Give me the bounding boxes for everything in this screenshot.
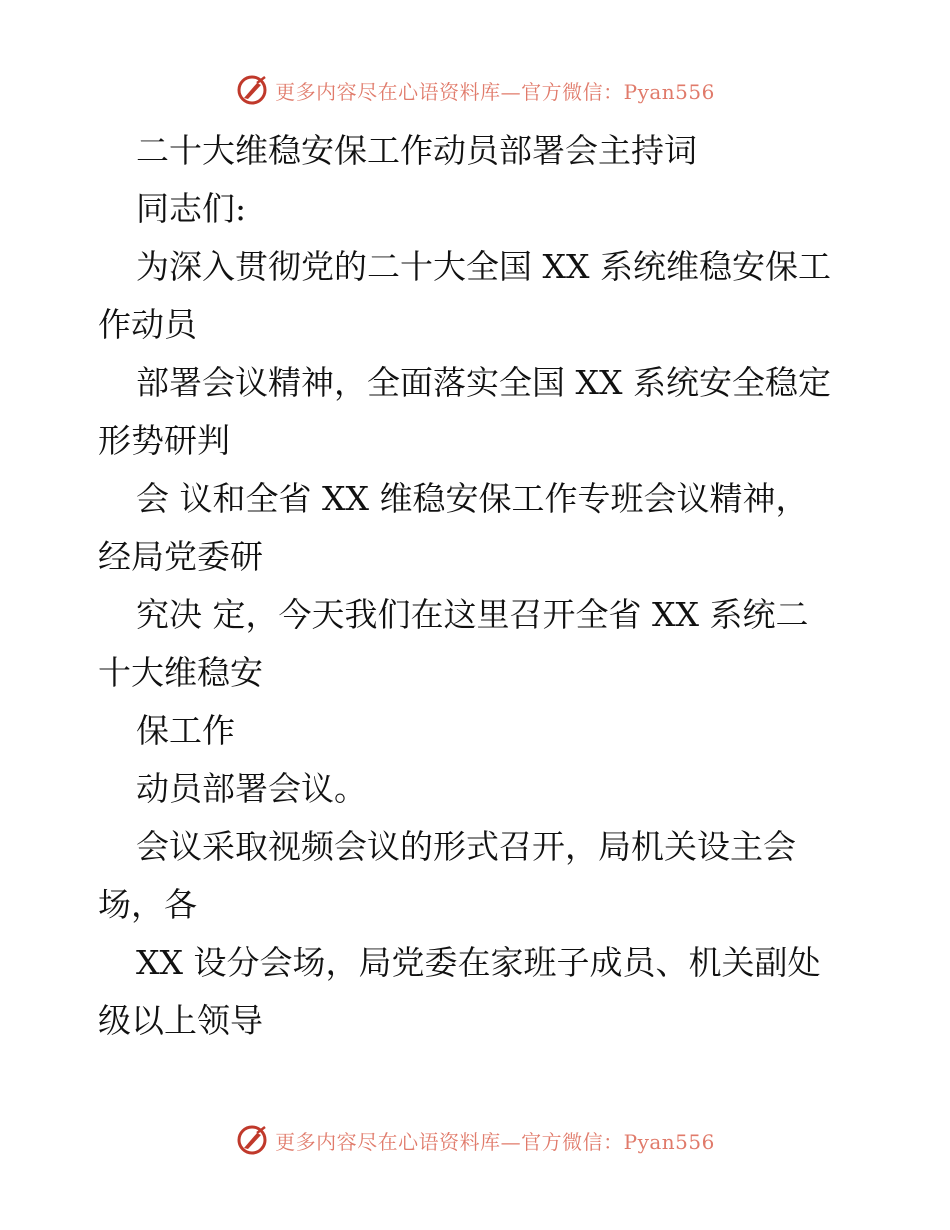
quill-circle-logo-icon [235, 73, 269, 107]
header-banner-text: 更多内容尽在心语资料库—官方微信：Pyan556 [275, 79, 715, 104]
body-line: 作动员 [98, 305, 197, 344]
body-line: 十大维稳安 [98, 653, 263, 692]
body-line: 形势研判 [98, 421, 230, 460]
body-line: XX 设分会场，局党委在家班子成员、机关副处 [136, 943, 821, 982]
footer-banner [0, 1120, 950, 1160]
body-line: 保工作 [136, 711, 235, 750]
footer-banner-text: 更多内容尽在心语资料库—官方微信：Pyan556 [275, 1129, 715, 1154]
body-line: 级以上领导 [98, 1001, 263, 1040]
body-line: 场，各 [98, 885, 197, 924]
document-body [98, 122, 858, 1050]
body-line: 动员部署会议。 [136, 769, 367, 808]
body-line: 为深入贯彻党的二十大全国 XX 系统维稳安保工 [136, 247, 831, 286]
header-banner [0, 70, 950, 110]
document-title: 二十大维稳安保工作动员部署会主持词 [136, 131, 697, 170]
body-line: 会 议和全省 XX 维稳安保工作专班会议精神， [136, 479, 809, 518]
quill-circle-logo-icon [235, 1123, 269, 1157]
body-line: 部署会议精神，全面落实全国 XX 系统安全稳定 [136, 363, 831, 402]
body-line: 会议采取视频会议的形式召开，局机关设主会 [136, 827, 796, 866]
body-line: 究决 定，今天我们在这里召开全省 XX 系统二 [136, 595, 809, 634]
body-line: 经局党委研 [98, 537, 263, 576]
body-line: 同志们: [136, 189, 247, 228]
